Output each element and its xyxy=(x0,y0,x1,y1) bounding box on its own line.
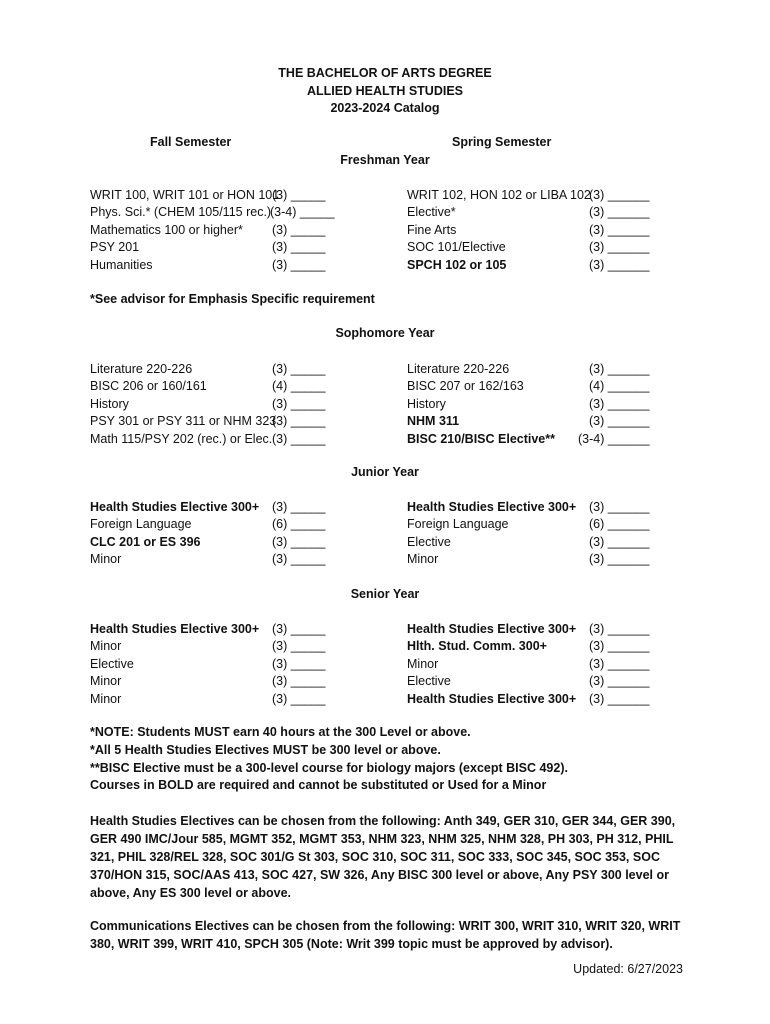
course-credits: (3) _____ xyxy=(272,674,326,689)
course-credits: (3) _____ xyxy=(272,622,326,636)
course-credits: (3) ______ xyxy=(589,674,650,689)
health-electives-paragraph: Health Studies Electives can be chosen from the following: Anth 349, GER 310, GER 344, GER 390, GER 490 IMC/Jour 585, MGMT 352, MGMT 353, NHM 323, NHM 325, NHM 328, PH 303, PH 312, PHIL 321, PHIL 328/REL 328, SOC 301/G St 303, SOC 310, SOC 311, SOC 333, SOC 345, SOC 353, SOC 370/HON 315, SOC/AAS 413, SOC 427, SW 326, Any BISC 300 level or above, Any PSY 300 level or above, Any ES 300 level or above. xyxy=(90,814,676,900)
course-credits: (3) _____ xyxy=(272,222,326,237)
course-credits: (3) ______ xyxy=(589,396,650,411)
junior-year-heading: Junior Year xyxy=(351,465,419,479)
course-credits: (3-4) _____ xyxy=(270,205,335,220)
course-name: WRIT 100, WRIT 101 or HON 101 xyxy=(90,188,280,202)
course-credits: (3-4) ______ xyxy=(578,431,650,446)
sophomore-year-heading: Sophomore Year xyxy=(335,326,435,340)
course-credits: (3) _____ xyxy=(272,188,326,202)
course-name: Minor xyxy=(407,656,439,671)
degree-title: THE BACHELOR OF ARTS DEGREE xyxy=(278,66,492,80)
updated-date: Updated: 6/27/2023 xyxy=(573,962,683,976)
course-name: Humanities xyxy=(90,257,153,272)
course-name: Elective xyxy=(90,656,134,671)
course-name: CLC 201 or ES 396 xyxy=(90,534,201,549)
course-credits: (3) _____ xyxy=(272,552,326,567)
course-name: PSY 301 or PSY 311 or NHM 323 xyxy=(90,414,277,429)
communications-electives-paragraph: Communications Electives can be chosen from the following: WRIT 300, WRIT 310, WRIT 320, WRIT 380, WRIT 399, WRIT 410, SPCH 305 (Note: Writ 399 topic must be approved by advisor). xyxy=(90,919,681,951)
course-name: Minor xyxy=(90,552,122,567)
course-credits: (3) ______ xyxy=(589,622,650,636)
course-name: NHM 311 xyxy=(407,414,460,429)
course-name: History xyxy=(90,396,129,411)
note-electives-300: *All 5 Health Studies Electives MUST be 300 level or above. xyxy=(90,743,441,757)
fall-semester-heading: Fall Semester xyxy=(150,135,232,149)
course-credits: (6) ______ xyxy=(589,517,650,532)
course-name: Elective xyxy=(407,674,451,689)
course-credits: (6) _____ xyxy=(272,517,326,532)
course-name: Literature 220-226 xyxy=(407,362,510,376)
course-credits: (3) _____ xyxy=(272,691,326,706)
course-credits: (3) ______ xyxy=(589,656,650,671)
course-name: SOC 101/Elective xyxy=(407,240,506,255)
course-name: Literature 220-226 xyxy=(90,362,193,376)
course-credits: (3) ______ xyxy=(589,414,650,429)
course-name: Health Studies Elective 300+ xyxy=(407,622,577,636)
course-name: Fine Arts xyxy=(407,222,457,237)
course-name: Elective xyxy=(407,534,451,549)
course-credits: (3) ______ xyxy=(589,257,650,272)
course-name: Foreign Language xyxy=(407,517,509,532)
course-name: Health Studies Elective 300+ xyxy=(90,500,260,514)
course-credits: (3) ______ xyxy=(589,534,650,549)
course-name: Elective* xyxy=(407,205,456,220)
course-credits: (3) ______ xyxy=(589,552,650,567)
course-credits: (3) ______ xyxy=(589,639,650,654)
course-name: BISC 210/BISC Elective** xyxy=(407,431,555,446)
course-name: Health Studies Elective 300+ xyxy=(407,500,577,514)
course-credits: (3) _____ xyxy=(272,431,326,446)
course-name: Minor xyxy=(90,674,122,689)
course-name: Minor xyxy=(407,552,439,567)
course-name: Mathematics 100 or higher* xyxy=(90,222,243,237)
course-name: Health Studies Elective 300+ xyxy=(90,622,260,636)
course-name: BISC 206 or 160/161 xyxy=(90,379,207,394)
catalog-year: 2023-2024 Catalog xyxy=(330,101,440,115)
course-credits: (3) ______ xyxy=(589,362,650,376)
course-credits: (3) ______ xyxy=(589,188,650,202)
course-credits: (3) ______ xyxy=(589,240,650,255)
advisor-note: *See advisor for Emphasis Specific requirement xyxy=(90,292,375,306)
course-credits: (3) ______ xyxy=(589,222,650,237)
spring-semester-heading: Spring Semester xyxy=(452,135,552,149)
program-title: ALLIED HEALTH STUDIES xyxy=(306,84,464,98)
course-name: Minor xyxy=(90,639,122,654)
course-name: Minor xyxy=(90,691,122,706)
course-name: WRIT 102, HON 102 or LIBA 102 xyxy=(407,188,591,202)
course-name: History xyxy=(407,396,446,411)
note-bold-courses: Courses in BOLD are required and cannot be substituted or Used for a Minor xyxy=(90,778,547,792)
course-credits: (3) _____ xyxy=(272,639,326,654)
course-credits: (3) _____ xyxy=(272,534,326,549)
course-credits: (4) _____ xyxy=(272,379,326,394)
senior-year-heading: Senior Year xyxy=(350,587,420,601)
note-300-level: *NOTE: Students MUST earn 40 hours at the 300 Level or above. xyxy=(90,725,471,739)
course-name: Math 115/PSY 202 (rec.) or Elec. xyxy=(90,431,273,446)
freshman-year-heading: Freshman Year xyxy=(340,153,430,167)
course-name: Phys. Sci.* (CHEM 105/115 rec.) xyxy=(90,205,272,220)
course-name: SPCH 102 or 105 xyxy=(407,257,507,272)
course-credits: (3) _____ xyxy=(272,362,326,376)
course-credits: (3) _____ xyxy=(272,414,326,429)
note-bisc-elective: **BISC Elective must be a 300-level course for biology majors (except BISC 492). xyxy=(90,761,568,775)
course-name: Foreign Language xyxy=(90,517,192,532)
course-credits: (3) _____ xyxy=(272,240,326,255)
course-credits: (3) ______ xyxy=(589,691,650,706)
course-credits: (3) _____ xyxy=(272,257,326,272)
course-name: PSY 201 xyxy=(90,240,140,255)
course-credits: (3) _____ xyxy=(272,396,326,411)
course-name: Health Studies Elective 300+ xyxy=(407,691,577,706)
course-credits: (3) ______ xyxy=(589,205,650,220)
course-credits: (3) _____ xyxy=(272,656,326,671)
course-credits: (3) _____ xyxy=(272,500,326,514)
course-credits: (4) ______ xyxy=(589,379,650,394)
course-credits: (3) ______ xyxy=(589,500,650,514)
course-name: BISC 207 or 162/163 xyxy=(407,379,524,394)
course-name: Hlth. Stud. Comm. 300+ xyxy=(407,639,547,654)
